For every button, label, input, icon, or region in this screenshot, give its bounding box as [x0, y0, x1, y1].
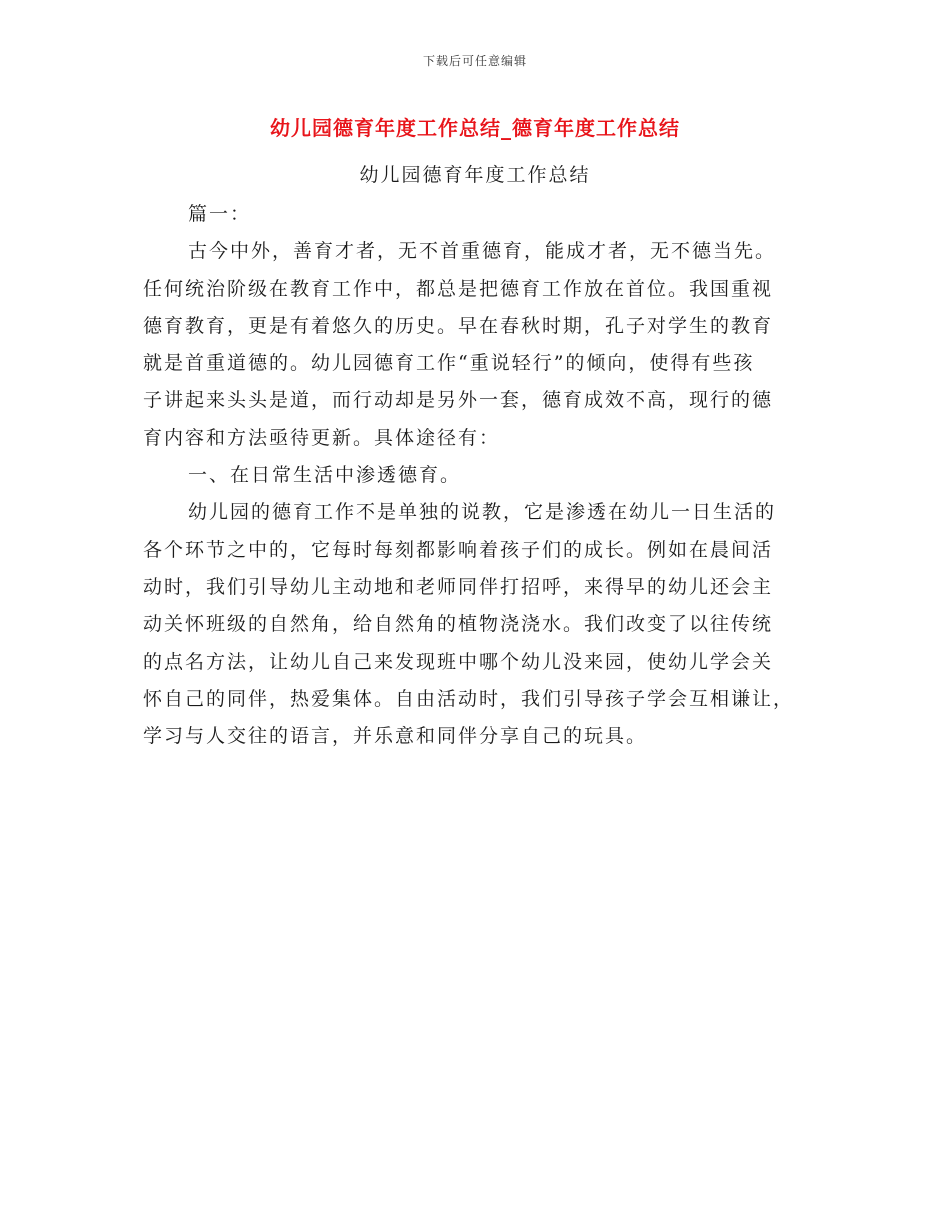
- document-subtitle: 幼儿园德育年度工作总结: [359, 164, 591, 186]
- subsection-heading: 一、在日常生活中渗透德育。: [188, 464, 462, 487]
- page-header-note: 下载后可任意编辑: [422, 54, 527, 68]
- paragraph-line: 幼儿园的德育工作不是单独的说教，它是渗透在幼儿一日生活的: [188, 501, 777, 524]
- paragraph-line: 学习与人交往的语言，并乐意和同伴分享自己的玩具。: [143, 725, 648, 748]
- section-heading: 篇一：: [188, 203, 252, 225]
- paragraph-line: 古今中外，善育才者，无不首重德育，能成才者，无不德当先。: [188, 240, 777, 263]
- paragraph-line: 子讲起来头头是道，而行动却是另外一套，德育成效不高，现行的德: [143, 389, 774, 412]
- paragraph-line: 动时，我们引导幼儿主动地和老师同伴打招呼，来得早的幼儿还会主: [143, 575, 774, 598]
- paragraph-line: 动关怀班级的自然角，给自然角的植物浇浇水。我们改变了以往传统: [143, 613, 774, 636]
- paragraph-line: 的点名方法，让幼儿自己来发现班中哪个幼儿没来园，使幼儿学会关: [143, 650, 774, 673]
- paragraph-line: 怀自己的同伴，热爱集体。自由活动时，我们引导孩子学会互相谦让，: [143, 687, 795, 710]
- paragraph-line: 德育教育，更是有着悠久的历史。早在春秋时期，孔子对学生的教育: [143, 314, 774, 337]
- paragraph-line: 各个环节之中的，它每时每刻都影响着孩子们的成长。例如在晨间活: [143, 538, 774, 561]
- paragraph-line: 就是首重道德的。幼儿园德育工作“重说轻行”的倾向，使得有些孩: [143, 352, 755, 375]
- document-body: [143, 196, 803, 755]
- paragraph-line: 任何统治阶级在教育工作中，都总是把德育工作放在首位。我国重视: [143, 277, 774, 300]
- document-title: 幼儿园德育年度工作总结_德育年度工作总结: [270, 116, 680, 140]
- paragraph-line: 育内容和方法亟待更新。具体途径有：: [143, 426, 501, 449]
